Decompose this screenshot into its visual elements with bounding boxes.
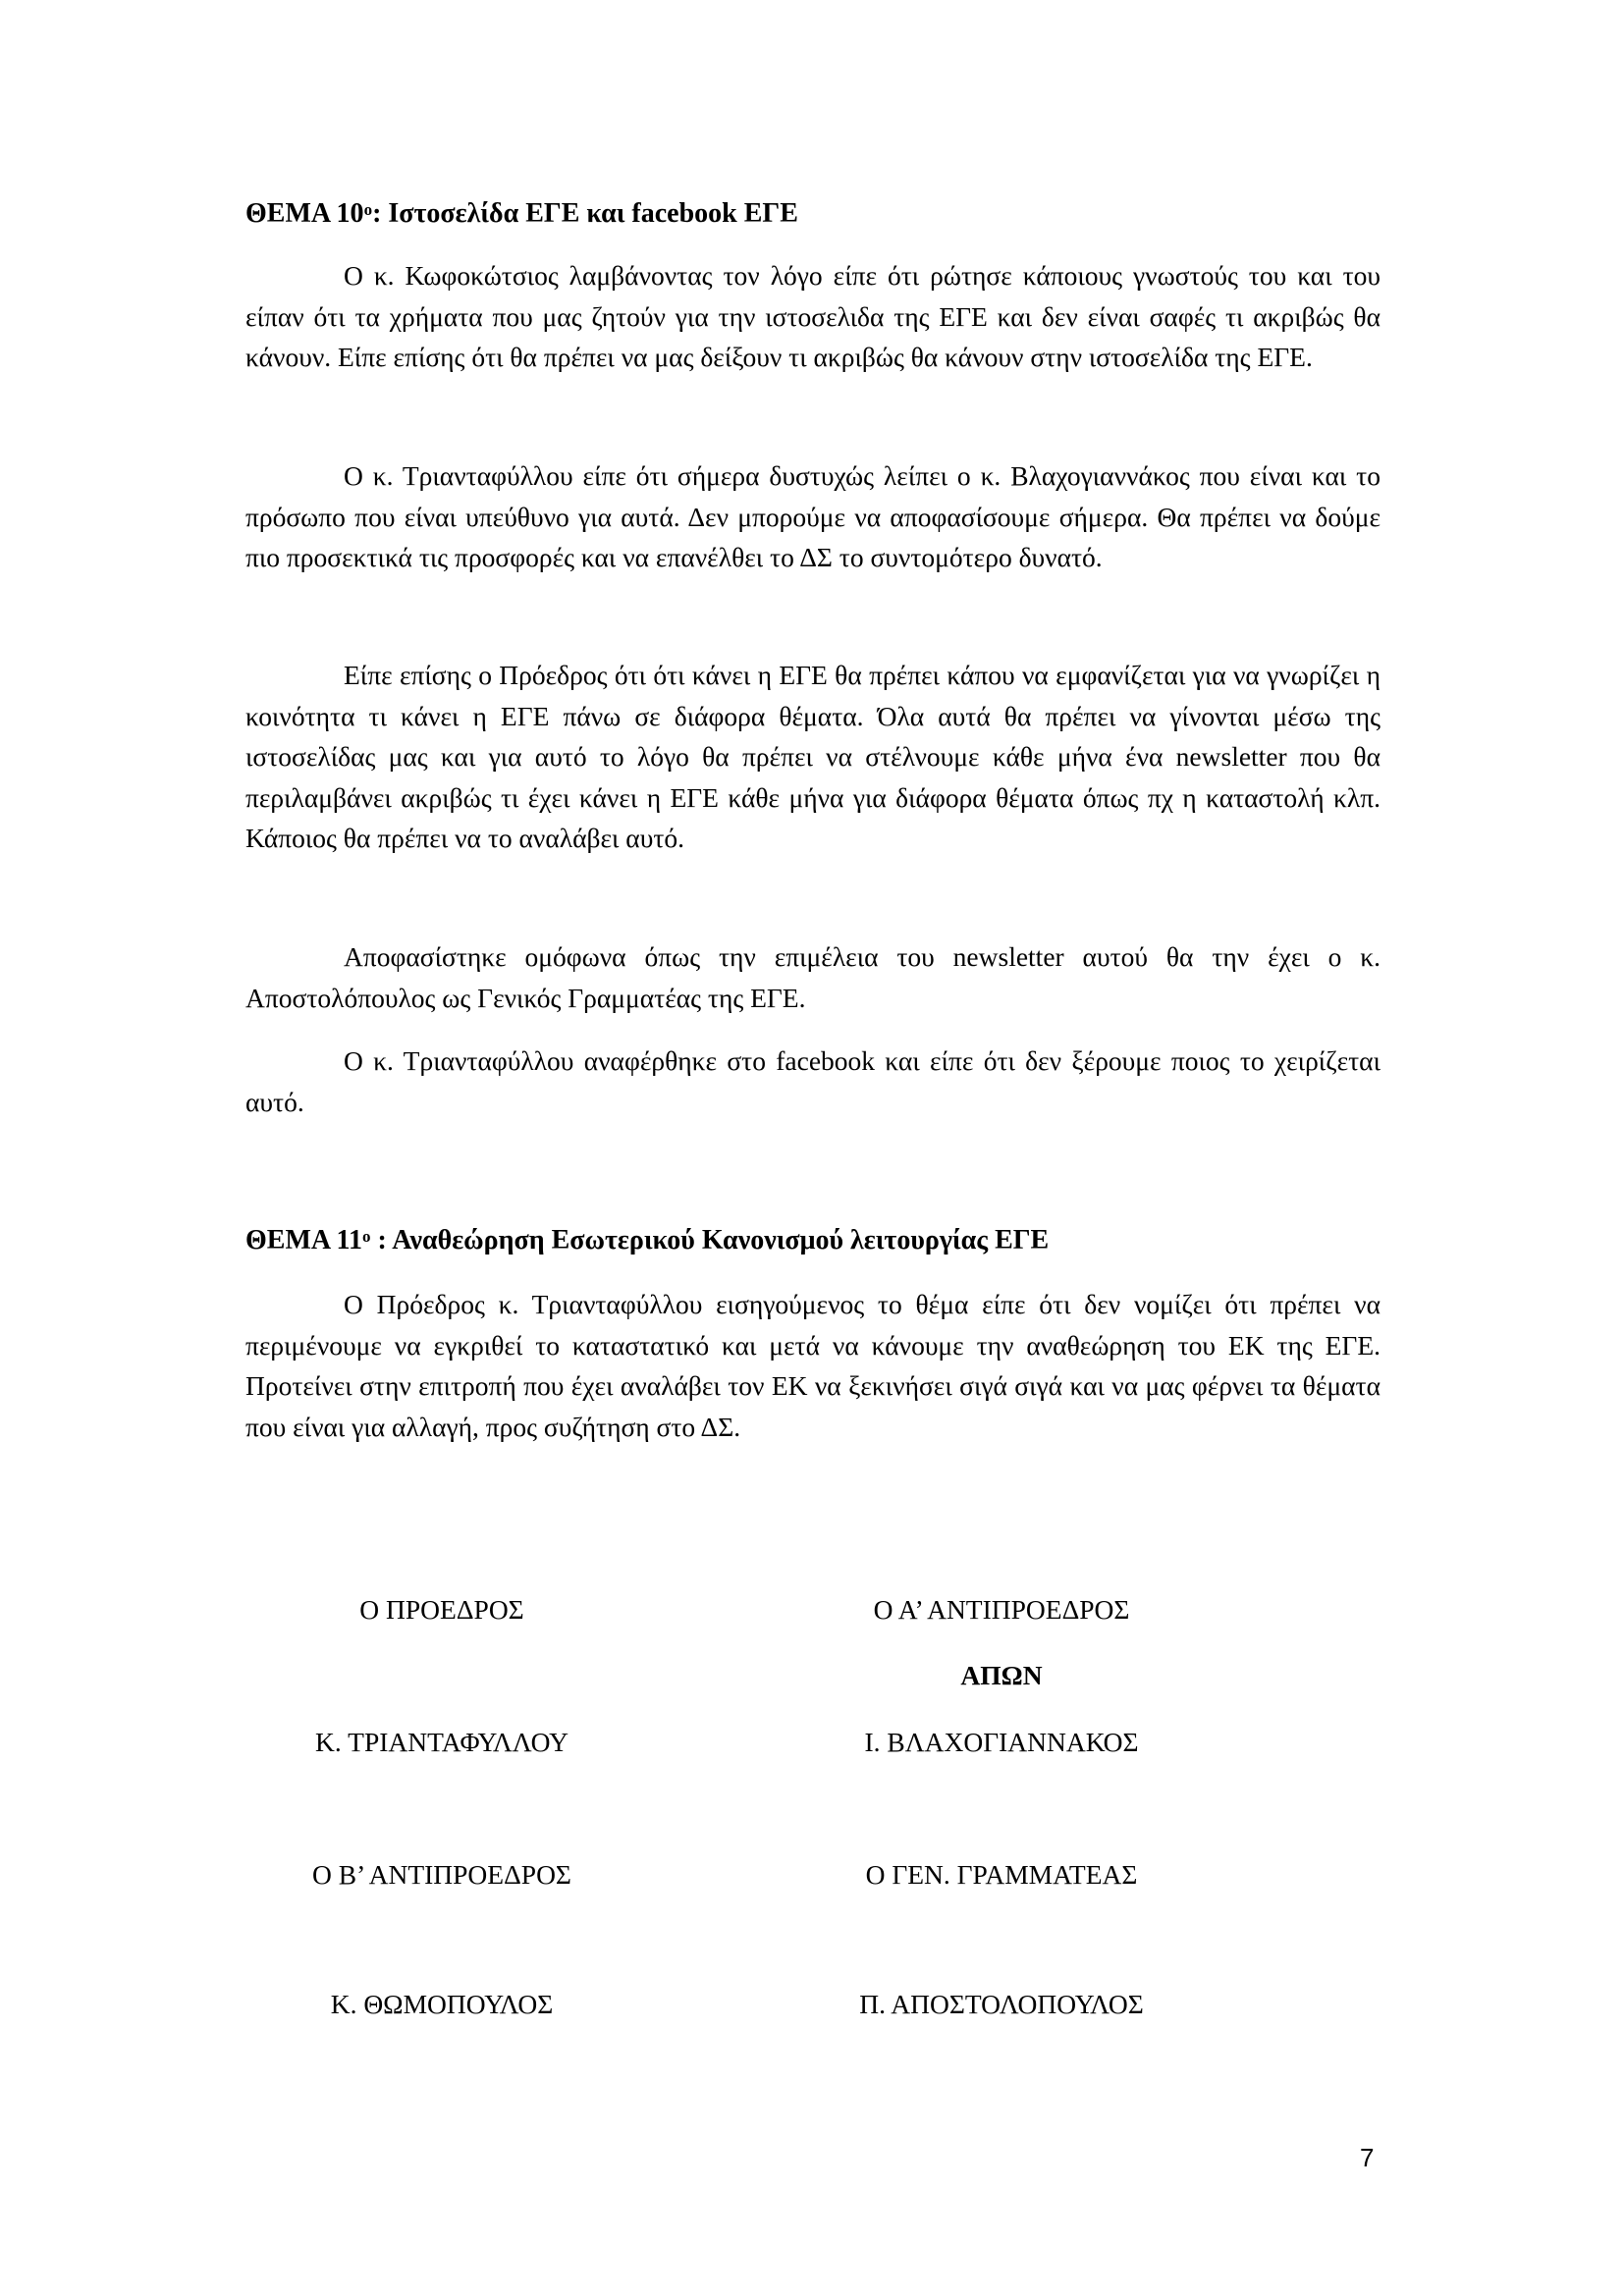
topic-11-heading — [245, 1225, 1049, 1256]
topic-10-paragraph: Αποφασίστηκε ομόφωνα όπως την επιμέλεια του newsletter αυτού θα την έχει ο κ. Αποστολόπουλος ως Γενικός Γραμματέας της ΕΓΕ. — [245, 941, 1380, 1013]
vice-president-b-title: Ο Β’ ΑΝΤΙΠΡΟΕΔΡΟΣ — [312, 1859, 571, 1890]
topic-10-heading-title: : Ιστοσελίδα ΕΓΕ και facebook ΕΓΕ — [372, 198, 798, 229]
page-number: 7 — [1360, 2143, 1375, 2172]
topic-10-ordinal: ο — [363, 200, 373, 219]
topic-10-heading — [245, 198, 798, 230]
topic-11-ordinal: ο — [362, 1227, 371, 1246]
topic-10-paragraph: Είπε επίσης ο Πρόεδρος ότι ότι κάνει η ΕΓΕ θα πρέπει κάπου να εμφανίζεται για να γνωρίζει η κοινότητα τι κάνει η ΕΓΕ πάνω σε διάφορα θέματα. Όλα αυτά θα πρέπει να γίνονται μέσω της ιστοσελίδας μας και για αυτό το λόγο θα πρέπει να στέλνουμε κάθε μήνα ένα newsletter που θα περιλαμβάνει ακριβώς τι έχει κάνει η ΕΓΕ κάθε μήνα για διάφορα θέματα όπως πχ η καταστολή κλπ. Κάποιος θα πρέπει να το αναλάβει αυτό. — [245, 660, 1380, 853]
vice-president-a-absent-label: ΑΠΩΝ — [960, 1660, 1043, 1690]
topic-11-heading-prefix: ΘΕΜΑ 11 — [245, 1225, 363, 1255]
topic-11-paragraph: Ο Πρόεδρος κ. Τριανταφύλλου εισηγούμενος το θέμα είπε ότι δεν νομίζει ότι πρέπει να περιμένουμε να εγκριθεί το καταστατικό και μετά να κάνουμε την αναθεώρηση του ΕΚ της ΕΓΕ. Προτείνει στην επιτροπή που έχει αναλάβει τον ΕΚ να ξεκινήσει σιγά σιγά και να μας φέρνει τα θέματα που είναι για αλλαγή, προς συζήτηση στο ΔΣ. — [245, 1289, 1380, 1442]
topic-11-heading-title: : Αναθεώρηση Εσωτερικού Κανονισμού λειτουργίας ΕΓΕ — [370, 1225, 1050, 1255]
topic-10-paragraph: Ο κ. Τριανταφύλλου αναφέρθηκε στο facebook και είπε ότι δεν ξέρουμε ποιος το χειρίζεται αυτό. — [245, 1045, 1380, 1117]
vice-president-a-name: Ι. ΒΛΑΧΟΓΙΑΝΝΑΚΟΣ — [864, 1727, 1139, 1757]
general-secretary-name: Π. ΑΠΟΣΤΟΛΟΠΟΥΛΟΣ — [859, 1989, 1144, 2019]
general-secretary-title: Ο ΓΕΝ. ΓΡΑΜΜΑΤΕΑΣ — [865, 1859, 1138, 1890]
topic-10-heading-prefix: ΘΕΜΑ 10 — [245, 198, 364, 229]
topic-10-paragraph: Ο κ. Τριανταφύλλου είπε ότι σήμερα δυστυχώς λείπει ο κ. Βλαχογιαννάκος που είναι και το πρόσωπο που είναι υπεύθυνο για αυτά. Δεν μπορούμε να αποφασίσουμε σήμερα. Θα πρέπει να δούμε πιο προσεκτικά τις προσφορές και να επανέλθει το ΔΣ το συντομότερο δυνατό. — [245, 460, 1380, 572]
vice-president-b-name: Κ. ΘΩΜΟΠΟΥΛΟΣ — [330, 1989, 554, 2019]
vice-president-a-title: Ο Α’ ΑΝΤΙΠΡΟΕΔΡΟΣ — [873, 1594, 1130, 1625]
president-title: Ο ΠΡΟΕΔΡΟΣ — [359, 1594, 524, 1625]
topic-10-paragraph: Ο κ. Κωφοκώτσιος λαμβάνοντας τον λόγο είπε ότι ρώτησε κάποιους γνωστούς του και του είπαν ότι τα χρήματα που μας ζητούν για την ιστοσελιδα της ΕΓΕ και δεν είναι σαφές τι ακριβώς θα κάνουν. Είπε επίσης ότι θα πρέπει να μας δείξουν τι ακριβώς θα κάνουν στην ιστοσελίδα της ΕΓΕ. — [245, 260, 1380, 372]
president-name: Κ. ΤΡΙΑΝΤΑΦΥΛΛΟΥ — [315, 1727, 568, 1757]
